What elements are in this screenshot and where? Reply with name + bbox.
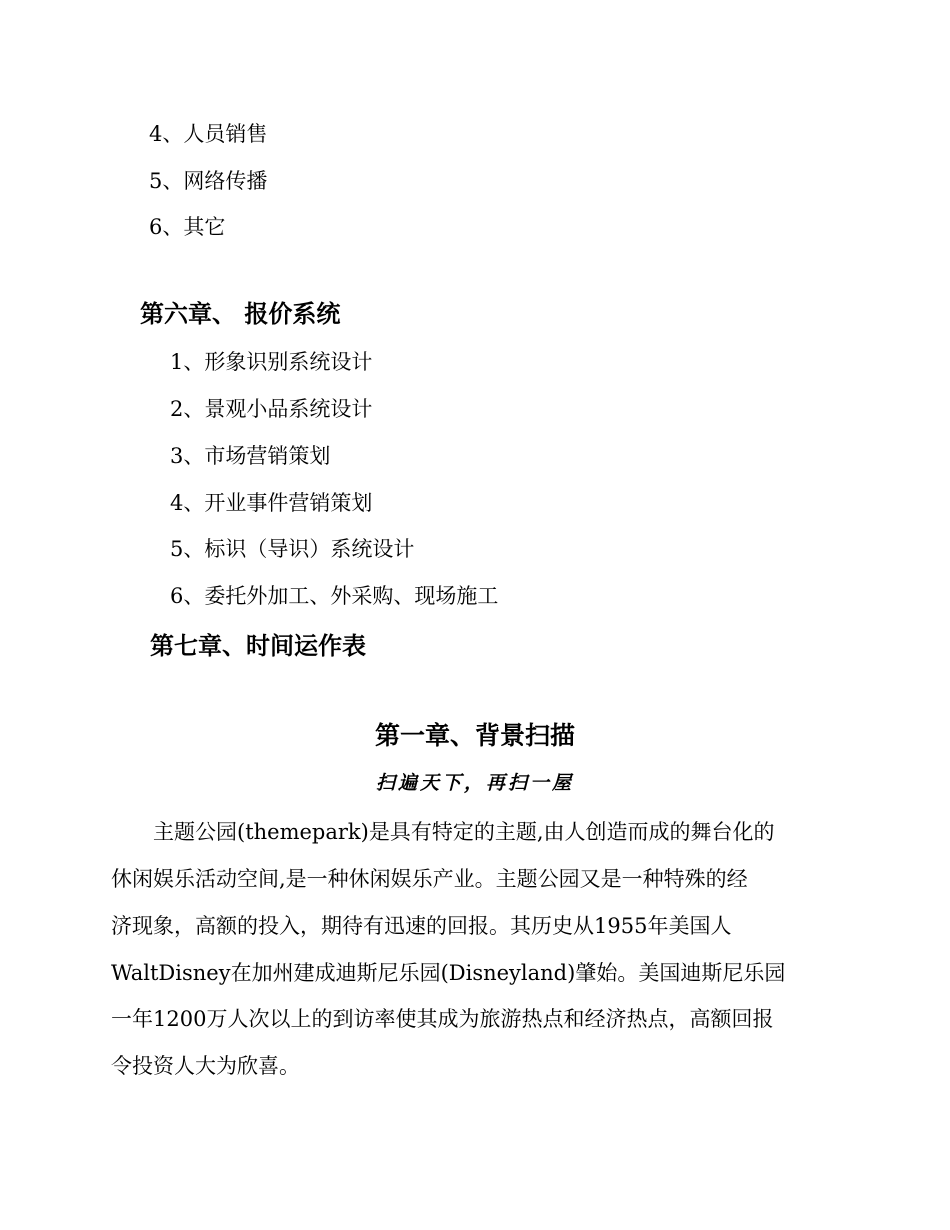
chapter1-title: 第一章、背景扫描 [374, 721, 575, 750]
chapter6-heading: 第六章、 报价系统 [140, 300, 341, 328]
chapter1-motto: 扫遍天下，再扫一屋 [375, 772, 574, 794]
list-item-personnel-sales: 4、人员销售 [149, 122, 268, 146]
chapter6-item-6: 6、委托外加工、外采购、现场施工 [170, 584, 499, 608]
chapter6-item-1: 1、形象识别系统设计 [170, 350, 373, 374]
paragraph-line-3: 济现象，高额的投入，期待有迅速的回报。其历史从1955年美国人 [111, 914, 732, 938]
paragraph-line-4: WaltDisney在加州建成迪斯尼乐园(Disneyland)肇始。美国迪斯尼乐园 [111, 961, 786, 985]
chapter6-item-4: 4、开业事件营销策划 [170, 491, 373, 515]
paragraph-line-1: 主题公园(themepark)是具有特定的主题,由人创造而成的舞台化的 [111, 820, 775, 844]
list-item-network-promotion: 5、网络传播 [149, 169, 268, 193]
chapter6-item-3: 3、市场营销策划 [170, 444, 331, 468]
chapter6-item-2: 2、景观小品系统设计 [170, 397, 373, 421]
paragraph-line-6: 令投资人大为欣喜。 [111, 1054, 300, 1078]
paragraph-line-2: 休闲娱乐活动空间,是一种休闲娱乐产业。主题公园又是一种特殊的经 [111, 867, 748, 891]
chapter6-item-5: 5、标识（导识）系统设计 [170, 537, 415, 561]
list-item-other: 6、其它 [149, 215, 226, 239]
paragraph-line-5: 一年1200万人次以上的到访率使其成为旅游热点和经济热点，高额回报 [111, 1007, 774, 1031]
chapter7-heading: 第七章、时间运作表 [150, 632, 366, 660]
